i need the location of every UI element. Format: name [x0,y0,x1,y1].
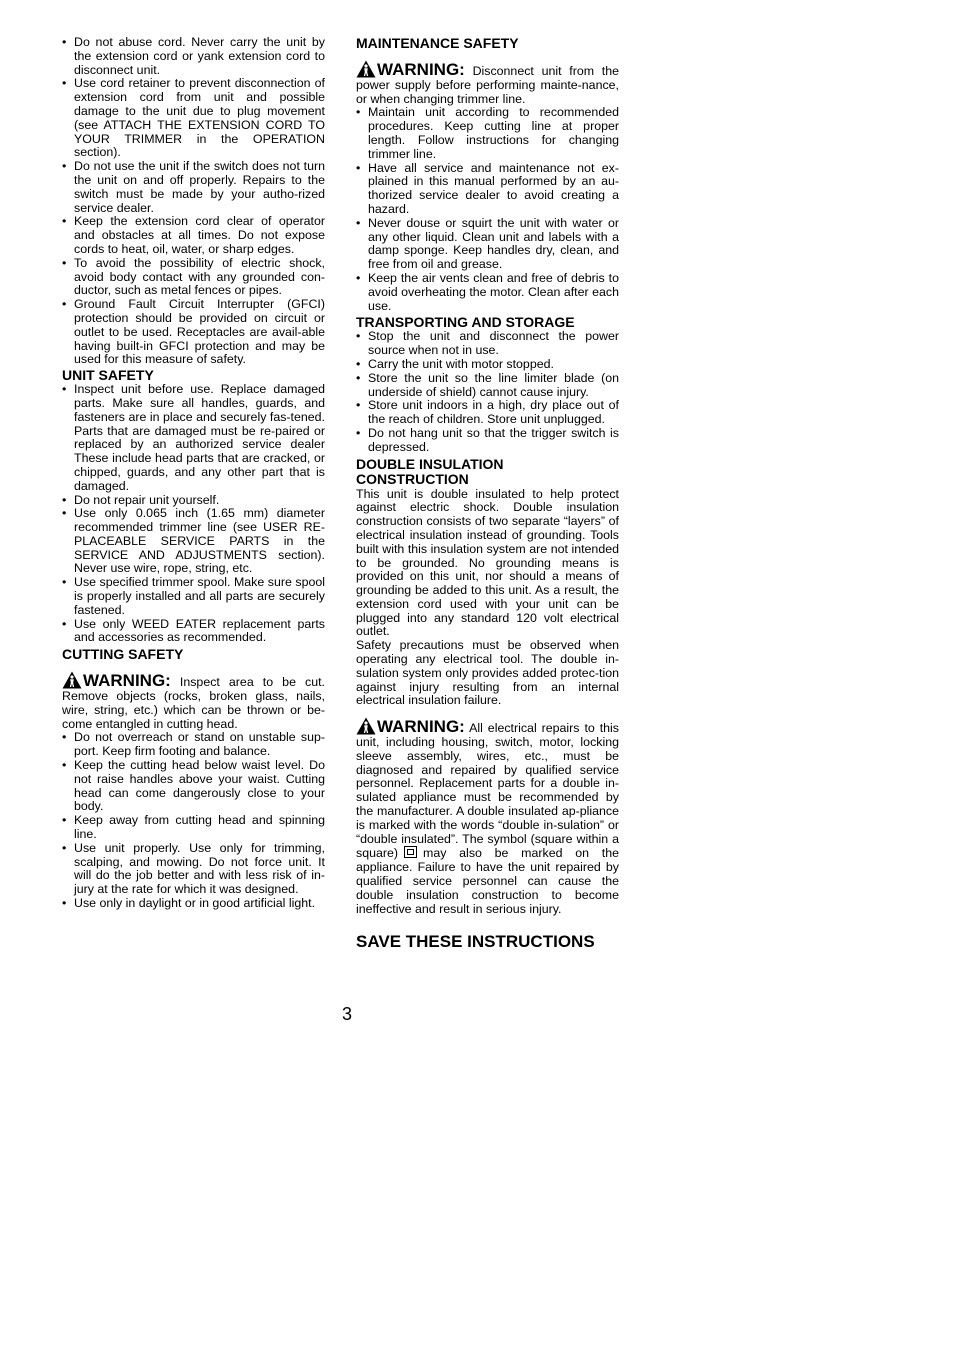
right-column [356,36,619,952]
maintenance-safety-heading: MAINTENANCE SAFETY [356,35,519,51]
transporting-storage-heading: TRANSPORTING AND STORAGE [356,314,575,331]
list-item: • Store unit indoors in a high, dry place out of the reach of children. Store unit unplugged. [356,399,619,427]
unit-safety-heading: UNIT SAFETY [62,367,154,384]
maintenance-warning [356,60,619,106]
warning-triangle-icon [356,717,376,735]
warning-triangle-icon [356,60,376,78]
warning-text: All electrical repairs to this unit, including housing, switch, motor, locking sleeve assembly, wires, etc., must be diagnosed and repaired by qualified service personnel. Replacement parts for a double in-sulated appliance must be recommended by the manufacturer. A double insulated ap-pliance is marked with the words “double in-sulation” or “double insulated”. The symbol (square within a square) [356,721,620,861]
transporting-storage-list [356,330,619,454]
save-instructions-heading: SAVE THESE INSTRUCTIONS [356,932,595,952]
electrical-repairs-warning [356,717,619,916]
cutting-safety-list [62,731,325,910]
square-within-square-icon [404,846,417,858]
double-insulation-heading [356,457,619,488]
list-item: • Keep the cutting head below waist level. Do not raise handles above your waist. Cutting head can come dangerously close to your body. [62,759,325,814]
list-item: • Keep the air vents clean and free of debris to avoid overheating the motor. Clean after each use. [356,272,619,313]
list-item: • Keep away from cutting head and spinning line. [62,814,325,842]
list-item: • Store the unit so the line limiter blade (on underside of shield) cannot cause injury. [356,372,619,400]
cutting-warning [62,671,325,731]
list-item: • Use only in daylight or in good artificial light. [62,897,325,911]
left-column [62,36,325,911]
list-item: • Inspect unit before use. Replace damaged parts. Make sure all handles, guards, and fasteners are in place and securely fas-tened. Parts that are damaged must be re-paired or replaced by an authorized service dealer These include head parts that are cracked, or chipped, guards, and any other part that is damaged. [62,383,325,493]
list-item: • Use only WEED EATER replacement parts and accessories as recommended. [62,618,325,646]
double-insulation-heading-line2: CONSTRUCTION [356,471,469,488]
list-item: • Never douse or squirt the unit with water or any other liquid. Clean unit and labels with a damp sponge. Keep handles dry, clean, and free from oil and grease. [356,217,619,272]
warning-label: WARNING: [83,671,171,691]
list-item: • Maintain unit according to recommended procedures. Keep cutting line at proper length. Follow instructions for changing trimmer line. [356,106,619,161]
warning-text: Disconnect unit from the power supply before performing mainte-nance, or when changing trimmer line. [356,64,619,106]
page-number: 3 [342,1004,353,1024]
list-item: • Carry the unit with motor stopped. [356,358,619,372]
list-item: • Do not overreach or stand on unstable sup-port. Keep firm footing and balance. [62,731,325,759]
list-item: • Ground Fault Circuit Interrupter (GFCI) protection should be provided on circuit or outlet to be used. Receptacles are avail-able having built-in GFCI protection and may be used for this measure of safety. [62,298,325,367]
double-insulation-paragraph-2: Safety precautions must be observed when operating any electrical tool. The double in-sulation system only provides added protec-tion against injury resulting from an internal electrical insulation failure. [356,638,619,708]
warning-triangle-icon [62,671,82,689]
cord-safety-list [62,36,325,367]
unit-safety-list [62,383,325,645]
cutting-safety-heading: CUTTING SAFETY [62,646,184,663]
list-item: • Do not repair unit yourself. [62,494,325,508]
warning-text-continued: may also be marked on the appliance. Failure to have the unit repaired by qualified service personnel can cause the double insulation construction to become ineffective and result in serious injury. [356,846,619,916]
list-item: • Do not hang unit so that the trigger switch is depressed. [356,427,619,455]
warning-label: WARNING: [377,60,465,79]
double-insulation-heading-line1: DOUBLE INSULATION [356,455,504,472]
list-item: • Do not use the unit if the switch does not turn the unit on and off properly. Repairs to the switch must be made by your autho-rized service dealer. [62,160,325,215]
warning-label: WARNING: [377,717,465,737]
list-item: • Have all service and maintenance not ex-plained in this manual performed by an au-thorized service dealer to avoid creating a hazard. [356,162,619,217]
list-item: • Use cord retainer to prevent disconnection of extension cord from unit and possible damage to the unit due to plug movement (see ATTACH THE EXTENSION CORD TO YOUR TRIMMER in the OPERATION section). [62,77,325,160]
list-item: • Use unit properly. Use only for trimming, scalping, and mowing. Do not force unit. It will do the job better and with less risk of in-jury at the rate for which it was designed. [62,842,325,897]
list-item: • Keep the extension cord clear of operator and obstacles at all times. Do not expose cords to heat, oil, water, or sharp edges. [62,215,325,256]
double-insulation-paragraph-1: This unit is double insulated to help protect against electric shock. Double insulation construction consists of two separate “layers” of electrical insulation instead of grounding. Tools built with this insulation system are not intended to be grounded. No grounding means is provided on this unit, nor should a means of grounding be added to this unit. As a result, the extension cord used with your unit can be plugged into any standard 120 volt electrical outlet. [356,486,619,639]
list-item: • Use only 0.065 inch (1.65 mm) diameter recommended trimmer line (see USER RE-PLACEABLE SERVICE PARTS in the SERVICE AND ADJUSTMENTS section). Never use wire, rope, string, etc. [62,507,325,576]
list-item: • To avoid the possibility of electric shock, avoid body contact with any grounded con-ductor, such as metal fences or pipes. [62,257,325,298]
warning-text: Inspect area to be cut. Remove objects (rocks, broken glass, nails, wire, string, etc.) which can be thrown or be-come entangled in cutting head. [62,675,325,731]
list-item: • Use specified trimmer spool. Make sure spool is properly installed and all parts are securely fastened. [62,576,325,617]
list-item: • Stop the unit and disconnect the power source when not in use. [356,330,619,358]
maintenance-safety-list [356,106,619,313]
list-item: • Do not abuse cord. Never carry the unit by the extension cord or yank extension cord to disconnect unit. [62,36,325,77]
